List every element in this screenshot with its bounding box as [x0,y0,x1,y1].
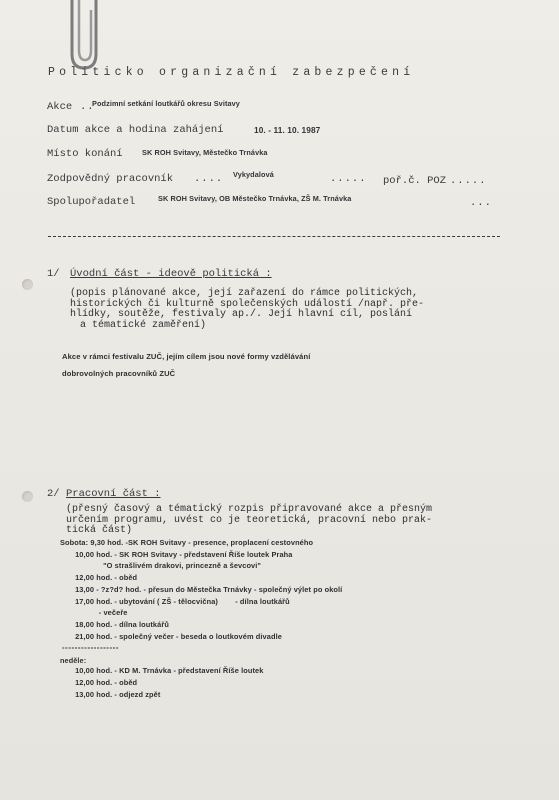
desc-line: tická část) [66,525,133,537]
section1-text [62,348,310,382]
section1-number: 1/ [47,268,60,280]
datum-label: Datum akce a hodina zahájení [47,124,224,136]
section1-description [70,289,424,331]
schedule-line: Sobota: 9,30 hod. -SK ROH Svitavy - presence, proplacení cestovného [60,538,314,547]
sunday-label: neděle: [60,656,87,665]
zodpovedny-label: Zodpovědný pracovník [47,173,174,185]
desc-line: a tématické zaměření) [80,319,207,331]
section2-description [66,505,432,537]
schedule-line: 12,00 hod. - oběd [60,573,138,583]
misto-label: Místo konání [47,148,123,160]
desc-line: (popis plánované akce, její zařazení do rámce politických, [70,288,419,299]
text-line: Akce v rámci festivalu ZUČ, jejím cílem jsou nové formy vzdělávání [62,352,311,361]
schedule-line: - večeře [60,608,128,618]
punch-hole [22,491,33,502]
saturday-schedule [60,537,342,642]
spolu-value: SK ROH Svitavy, OB Městečko Trnávka, ZŠ M. Trnávka [158,194,352,203]
schedule-line: "O strašlivém drakovi, princezně a ševcovi" [60,561,262,571]
zodpovedny-dots-2: ..... [330,173,367,185]
sunday-schedule [60,665,263,700]
page-title: Politicko organizační zabezpečení [48,66,415,79]
schedule-line: 13,00 hod. - odjezd zpět [60,689,161,699]
text-line: dobrovolných pracovníků ZUČ [62,369,176,378]
misto-value: SK ROH Svitavy, Městečko Trnávka [142,148,268,157]
schedule-separator: ------------------ [62,643,119,652]
spolu-dots: ... [470,197,492,209]
zodpovedny-dots: .... [194,173,224,185]
schedule-line: 21,00 hod. - společný večer - beseda o loutkovém divadle [60,631,282,641]
schedule-line: 10,00 hod. - SK ROH Svitavy - představení Říše loutek Praha [60,549,293,559]
section2-heading: Pracovní část : [66,488,161,500]
akce-value: Podzimní setkání loutkářů okresu Svitavy [92,99,240,108]
schedule-line: 12,00 hod. - oběd [60,677,138,687]
por-label: poř.č. POZ [383,175,447,187]
punch-hole [22,279,33,290]
por-dots: ..... [450,175,487,187]
desc-line: hlídky, soutěže, festivaly ap./. Její hlavní cíl, poslání [70,309,413,321]
datum-value: 10. - 11. 10. 1987 [254,125,321,135]
desc-line: (přesný časový a tématický rozpis připravované akce a přesným [66,504,433,515]
section1-heading: Úvodní část - ideově politická : [70,268,272,280]
akce-label: Akce [47,101,73,113]
akce-dots: .. [80,101,95,113]
desc-line: určením programu, uvést co je teoretická, pracovní nebo prak- [66,514,433,526]
paper-clip-icon [62,0,106,74]
spolu-label: Spolupořadatel [47,196,136,208]
desc-line: historických či kulturně společenských událostí /např. pře- [70,298,425,310]
divider [48,236,500,237]
schedule-line: 10,00 hod. - KD M. Trnávka - představení Říše loutek [60,666,264,675]
section2-number: 2/ [47,488,60,500]
zodpovedny-value: Vykydalová [233,170,274,179]
schedule-line: 13,00 - ?z?d? hod. - přesun do Městečka Trnávky - společný výlet po okolí [60,584,343,594]
schedule-line: 17,00 hod. - ubytování ( ZŠ - tělocvična) - dílna loutkářů [60,596,290,606]
schedule-line: 18,00 hod. - dílna loutkářů [60,619,169,629]
